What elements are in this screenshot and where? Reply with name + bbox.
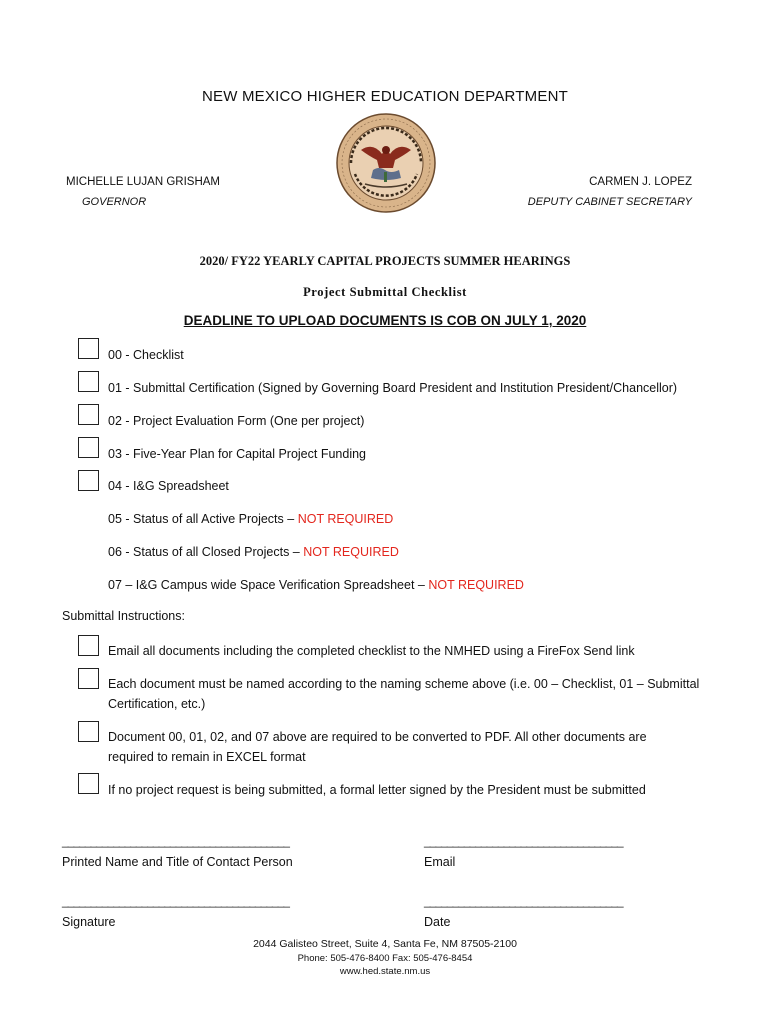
email-line[interactable]: ___________________________________ — [424, 834, 623, 848]
governor-title: GOVERNOR — [82, 196, 147, 208]
instructions-heading: Submittal Instructions: — [62, 609, 185, 623]
checklist-item: 06 - Status of all Closed Projects – NOT REQUIRED — [108, 545, 399, 559]
state-seal-icon — [335, 112, 437, 214]
department-title: NEW MEXICO HIGHER EDUCATION DEPARTMENT — [202, 88, 568, 105]
deadline-notice: DEADLINE TO UPLOAD DOCUMENTS IS COB ON JULY 1, 2020 — [183, 313, 587, 328]
checkbox-02[interactable] — [78, 404, 99, 425]
hearing-title: 2020/ FY22 YEARLY CAPITAL PROJECTS SUMMER HEARINGS — [199, 254, 571, 268]
date-line[interactable]: ___________________________________ — [424, 894, 623, 908]
checklist-item: 07 – I&G Campus wide Space Verification Spreadsheet – NOT REQUIRED — [108, 578, 524, 592]
checkbox-04[interactable] — [78, 470, 99, 491]
checklist-item: 02 - Project Evaluation Form (One per project) — [108, 414, 365, 428]
checkbox-instruction-2[interactable] — [78, 668, 99, 689]
instruction-item: Email all documents including the completed checklist to the NMHED using a FireFox Send link — [108, 644, 635, 658]
footer-address: 2044 Galisteo Street, Suite 4, Santa Fe, NM 87505-2100 — [253, 938, 517, 950]
printed-name-label: Printed Name and Title of Contact Person — [62, 855, 293, 869]
checklist-item: 05 - Status of all Active Projects – NOT REQUIRED — [108, 512, 394, 526]
email-label: Email — [424, 855, 456, 869]
signature-line[interactable]: ________________________________________ — [62, 894, 289, 908]
checkbox-01[interactable] — [78, 371, 99, 392]
checklist-subtitle: Project Submittal Checklist — [303, 285, 467, 299]
checklist-item: 01 - Submittal Certification (Signed by Governing Board President and Institution President/Chancellor) — [108, 381, 678, 395]
secretary-title: DEPUTY CABINET SECRETARY — [527, 196, 692, 208]
checklist-item: 04 - I&G Spreadsheet — [108, 479, 229, 493]
not-required-label: NOT REQUIRED — [297, 512, 394, 526]
not-required-label: NOT REQUIRED — [303, 545, 399, 559]
footer-phone: Phone: 505-476-8400 Fax: 505-476-8454 — [297, 953, 473, 964]
date-label: Date — [424, 915, 451, 929]
not-required-label: NOT REQUIRED — [428, 578, 524, 592]
checkbox-03[interactable] — [78, 437, 99, 458]
printed-name-line[interactable]: ________________________________________ — [62, 834, 289, 848]
checklist-item: 03 - Five-Year Plan for Capital Project Funding — [108, 447, 367, 461]
instruction-item: Document 00, 01, 02, and 07 above are required to be converted to PDF. All other documents are required to remain in EXCEL format — [108, 730, 647, 764]
governor-name: MICHELLE LUJAN GRISHAM — [66, 176, 221, 188]
checkbox-00[interactable] — [78, 338, 99, 359]
signature-label: Signature — [62, 915, 116, 929]
footer-website[interactable]: www.hed.state.nm.us — [339, 966, 431, 977]
secretary-name: CARMEN J. LOPEZ — [589, 176, 692, 188]
checkbox-instruction-1[interactable] — [78, 635, 99, 656]
instruction-item: Each document must be named according to the naming scheme above (i.e. 00 – Checklist, 01 – Submittal Certification, etc.) — [108, 677, 700, 711]
checklist-item: 00 - Checklist — [108, 348, 184, 362]
checkbox-instruction-4[interactable] — [78, 773, 99, 794]
checkbox-instruction-3[interactable] — [78, 721, 99, 742]
instruction-item: If no project request is being submitted, a formal letter signed by the President must be submitted — [108, 783, 646, 797]
